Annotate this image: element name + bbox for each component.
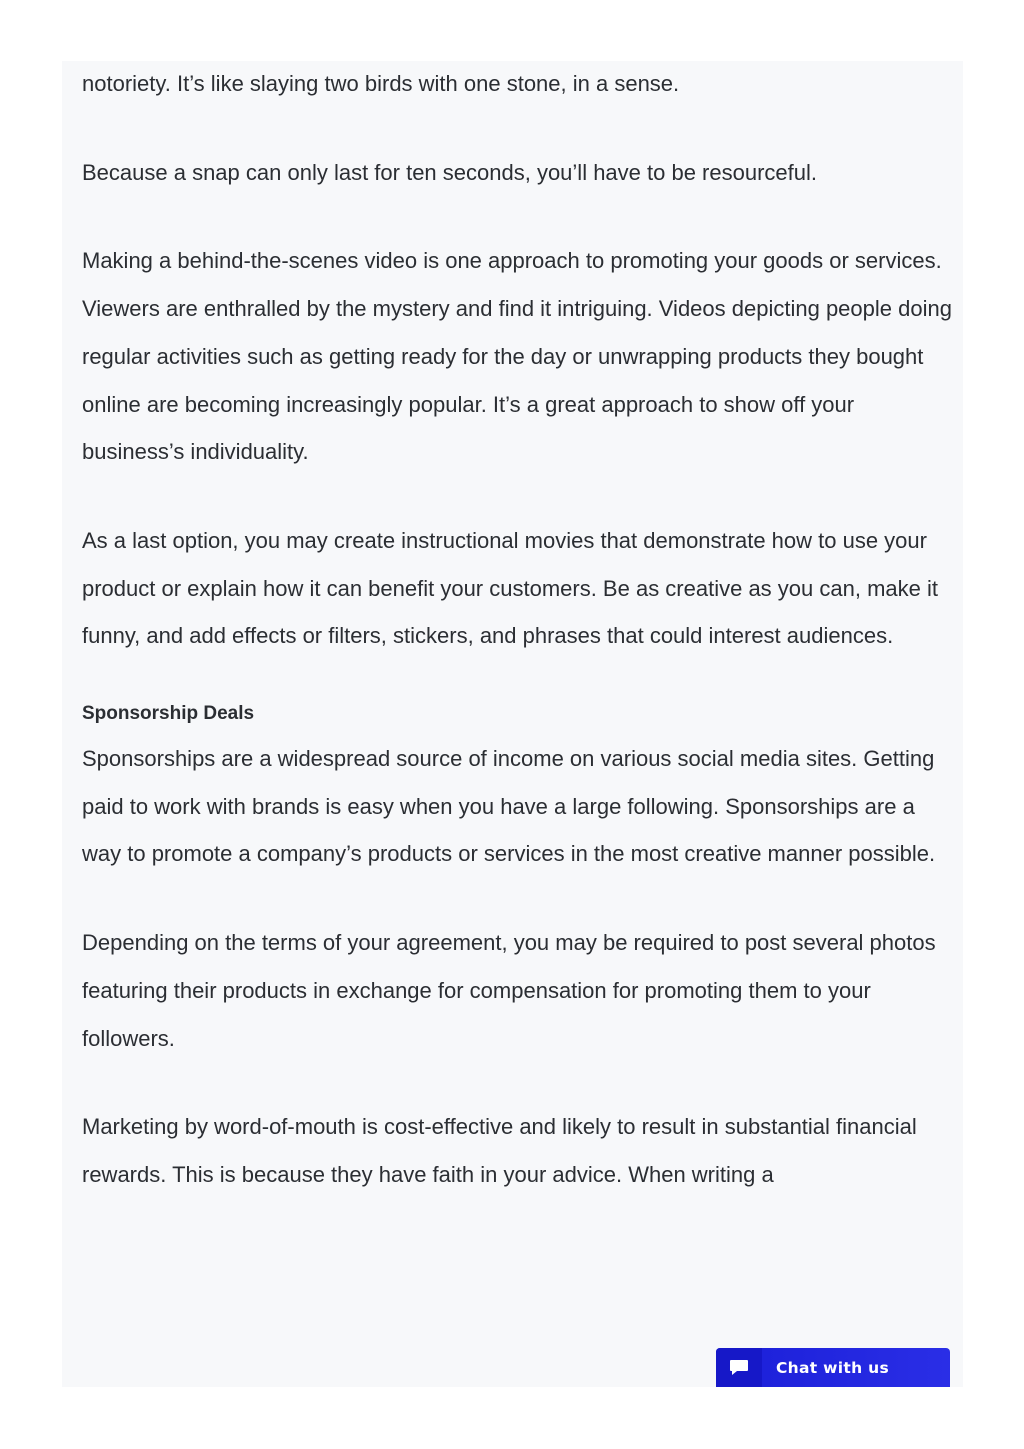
chat-icon-container: [716, 1348, 762, 1387]
paragraph-notoriety: notoriety. It’s like slaying two birds with one stone, in a sense.: [82, 71, 680, 96]
chat-bubble-icon: [728, 1357, 750, 1379]
chat-button[interactable]: [716, 1348, 950, 1387]
article-content: [82, 61, 952, 1240]
chat-label: Chat with us: [776, 1358, 890, 1377]
paragraph-instructional: As a last option, you may create instructional movies that demonstrate how to use your product or explain how it can benefit your customers. Be as creative as you can, make it funny, and add effects or filters, stickers, and phrases that could interest audiences.: [82, 527, 938, 649]
section-heading: Sponsorship Deals: [82, 703, 255, 725]
paragraph-behind-the-scenes: Making a behind-the-scenes video is one approach to promoting your goods or services. Viewers are enthralled by the mystery and find it intriguing. Videos depicting people doing regular activities such as getting ready for the day or unwrapping products they bought online are becoming increasingly popular. It’s a great approach to show off your business’s individuality.: [82, 248, 952, 465]
paragraph-sponsorships: Sponsorships are a widespread source of income on various social media sites. Getting paid to work with brands is easy when you have a large following. Sponsorships are a way to promote a company’s products or services in the most creative manner possible.: [82, 746, 936, 867]
paragraph-word-of-mouth: Marketing by word-of-mouth is cost-effective and likely to result in substantial financial rewards. This is because they have faith in your advice. When writing a: [82, 1114, 917, 1187]
paragraph-agreement: Depending on the terms of your agreement, you may be required to post several photos featuring their products in exchange for compensation for promoting them to your followers.: [82, 930, 936, 1051]
section-heading-wrap: [82, 701, 952, 727]
article-body: [62, 61, 963, 1387]
paragraph-snap: Because a snap can only last for ten seconds, you’ll have to be resourceful.: [82, 159, 817, 185]
